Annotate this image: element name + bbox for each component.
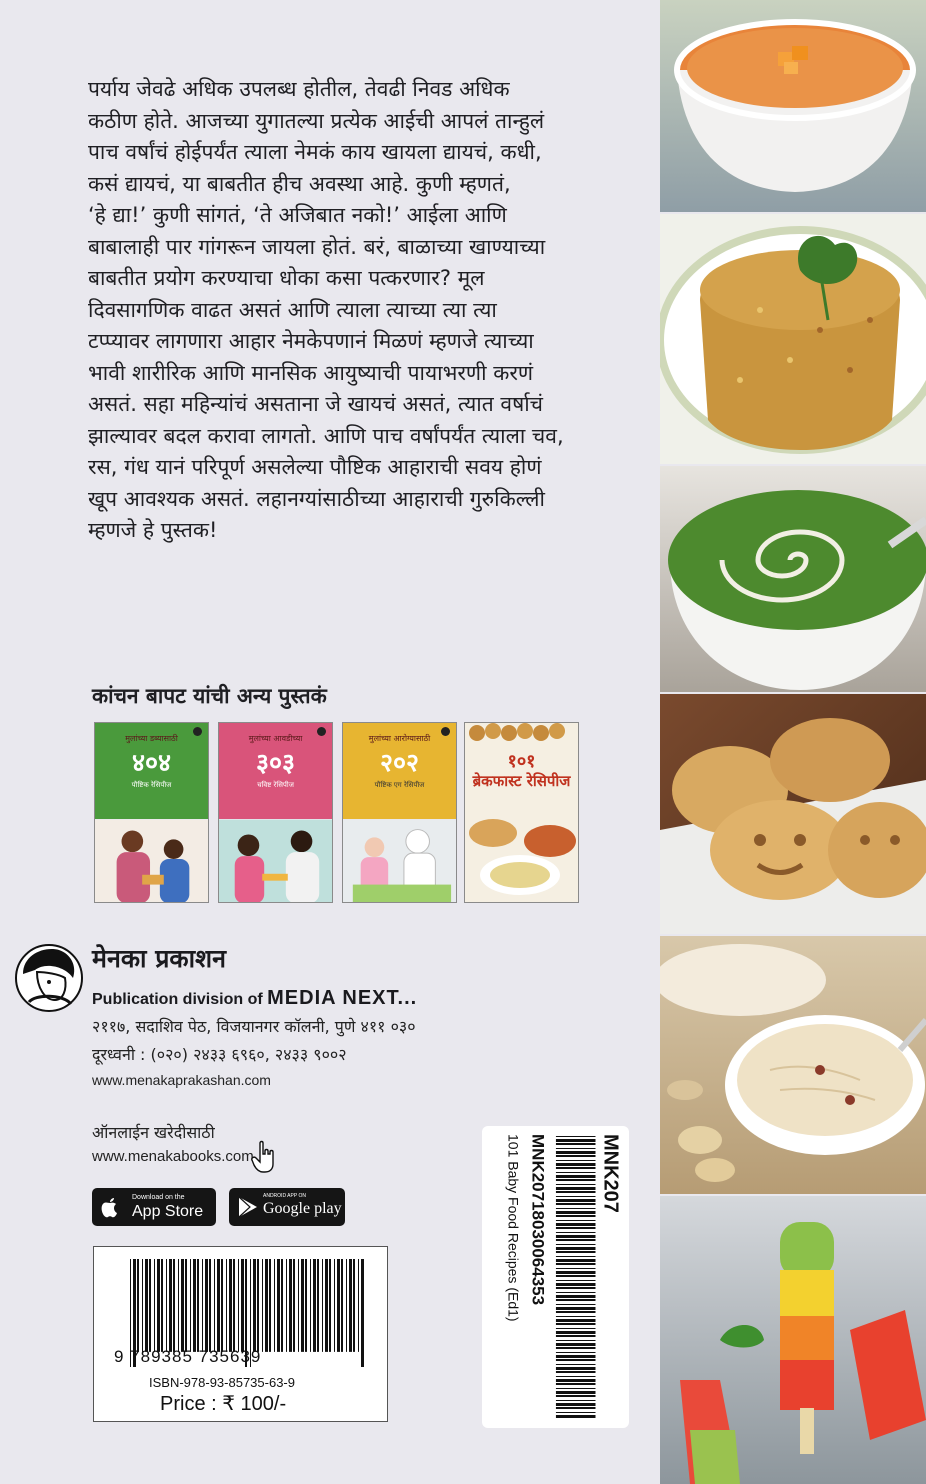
book-subtitle: ब्रेकफास्ट रेसिपीज (472, 772, 571, 790)
menaka-logo-icon (15, 944, 83, 1012)
blurb-line: कसं द्यायचं, या बाबतीत हीच अवस्था आहे. कुणी म्हणतं, (88, 171, 511, 196)
inventory-sticker (482, 1126, 629, 1428)
book-series: मुलांच्या डब्यासाठी (125, 734, 178, 743)
blurb-line: कठीण होते. आजच्या युगातल्या प्रत्येक आईची आपलं तान्हुलं (88, 108, 545, 133)
book-photo-mother-daughter (95, 819, 208, 903)
appstore-small-text: Download on the (132, 1194, 185, 1201)
blurb-line: टप्प्यावर लागणारा आहार नेमकेपणानं मिळणं म्हणजे त्याच्या (88, 329, 534, 353)
isbn-number: ISBN-978-93-85735-63-9 (149, 1375, 295, 1390)
publisher-name: मेनका प्रकाशन (92, 944, 226, 973)
publisher-website-link[interactable]: www.menakaprakashan.com (92, 1072, 271, 1088)
food-photo-popsicles (660, 1196, 926, 1484)
blurb-line: झाल्यावर बदल करावा लागतो. आणि पाच वर्षांपर्यंत त्याला चव, (88, 423, 564, 448)
isbn-barcode-box (93, 1246, 388, 1422)
blurb-line: पर्याय जेवढे अधिक उपलब्ध होतील, तेवढी निवड अधिक (88, 77, 510, 101)
sticker-title: 101 Baby Food Recipes (Ed1) (505, 1134, 521, 1322)
publisher-phone: दूरध्वनी : (०२०) २४३३ ६९६०, २४३३ ९००२ (92, 1045, 347, 1064)
online-purchase-label: ऑनलाईन खरेदीसाठी (92, 1123, 215, 1142)
book-cover-404 (94, 722, 209, 903)
other-books-heading: कांचन बापट यांची अन्य पुस्तकं (92, 684, 327, 708)
book-photo-girls-eating (219, 819, 332, 903)
other-books-row (94, 722, 580, 904)
blurb-line: बाबतीत प्रयोग करण्याचा धोका कसा पत्करणार? मूल (88, 266, 485, 290)
online-store-link[interactable]: www.menakabooks.com (92, 1148, 254, 1165)
barcode-digits: 9 789385 735639 (114, 1347, 262, 1366)
publisher-address: २११७, सदाशिव पेठ, विजयानगर कॉलनी, पुणे ४११ ०३० (92, 1017, 416, 1036)
gplay-big-text: Google play (263, 1200, 342, 1217)
food-photo-kheer (660, 936, 926, 1194)
publisher-division (92, 987, 417, 1010)
sticker-number: MNK2071803006435​3 (528, 1134, 547, 1306)
book-series: मुलांच्या आवडीच्या (248, 734, 303, 743)
book-number: १०१ (507, 751, 536, 772)
google-play-icon (237, 1196, 259, 1218)
book-subtitle: पौष्टिक रेसिपीज (131, 781, 172, 789)
blurb-line: भावी शारीरिक आणि मानसिक आयुष्याची पायाभरणी करणं (88, 360, 534, 385)
book-photo-kids-cooking (343, 819, 456, 903)
blurb-line: ‘हे द्या!’ कुणी सांगतं, ‘ते अजिबात नको!’ आईला आणि (88, 203, 507, 227)
gplay-small-text: ANDROID APP ON (263, 1193, 306, 1199)
blurb-line: बाबालाही पार गांगरून जायला होतं. बरं, बाळाच्या खाण्याच्या (88, 234, 546, 259)
sticker-code: MNK207 (599, 1134, 621, 1213)
pointer-hand-icon (251, 1140, 277, 1174)
blurb-line: म्हणजे हे पुस्तक! (88, 518, 218, 542)
book-cover-101 (464, 722, 579, 903)
price-label: Price : ₹ 100/- (160, 1393, 287, 1415)
book-cover-202 (342, 722, 457, 903)
food-photo-rice (660, 214, 926, 464)
food-photo-smiley-snacks (660, 694, 926, 934)
appstore-big-text: App Store (132, 1203, 204, 1220)
book-cover-303 (218, 722, 333, 903)
blurb-line: दिवसागणिक वाढत असतं आणि त्याला त्याच्या त्या त्या (88, 297, 497, 322)
book-subtitle: पौष्टिक एग रेसिपीज (374, 781, 425, 789)
food-photo-strip (660, 0, 926, 1484)
book-subtitle: चविष्ट रेसिपीज (257, 781, 294, 789)
book-number: ३०३ (255, 748, 295, 777)
book-series: मुलांच्या आरोग्यासाठी (368, 734, 431, 743)
apple-icon (100, 1196, 120, 1218)
division-prefix: Publication division of (92, 991, 263, 1008)
food-photo-soup (660, 466, 926, 692)
food-photo-puree (660, 0, 926, 212)
blurb-line: पाच वर्षांचं होईपर्यंत त्याला नेमकं काय खायला द्यायचं, कधी, (88, 140, 542, 164)
media-next-brand: MEDIA NEXT... (267, 987, 418, 1009)
book-number: ४०४ (131, 748, 171, 777)
blurb-line: रस, गंध यानं परिपूर्ण असलेल्या पौष्टिक आहाराची सवय होणं (88, 455, 542, 479)
book-number: २०२ (379, 748, 419, 777)
app-store-badge[interactable] (92, 1188, 216, 1226)
blurb-line: खूप आवश्यक असतं. लहानग्यांसाठीच्या आहाराची गुरुकिल्ली (88, 486, 545, 511)
blurb-text (88, 74, 588, 547)
blurb-line: असतं. सहा महिन्यांचं असताना जे खायचं असतं, त्यात वर्षाचं (88, 392, 543, 416)
sticker-barcode-icon (549, 1134, 595, 1420)
google-play-badge[interactable] (229, 1188, 345, 1226)
